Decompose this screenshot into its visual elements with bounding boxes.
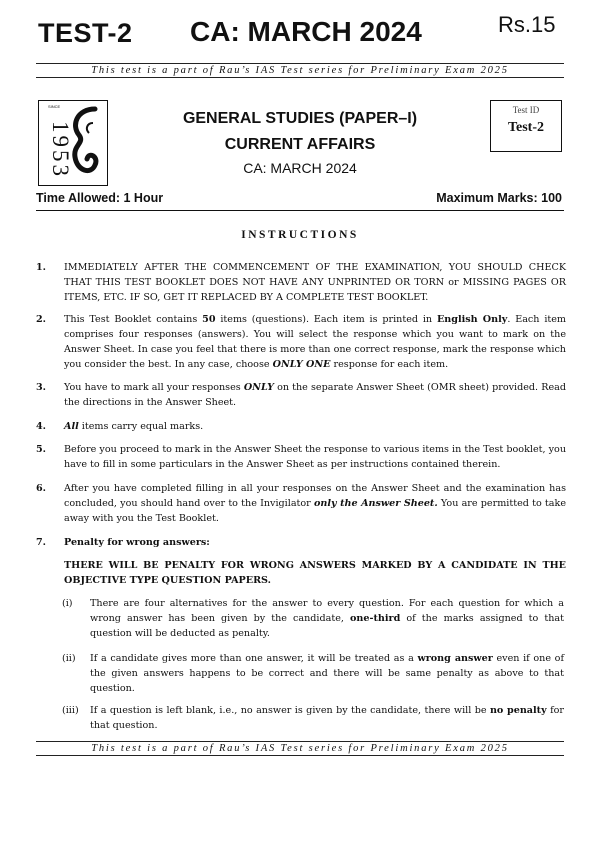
penalty-heading: Penalty for wrong answers: [64, 537, 210, 548]
instruction-number: 3. [36, 382, 47, 393]
divider-line [36, 210, 564, 211]
instruction-text: IMMEDIATELY AFTER THE COMMENCEMENT OF THE EXAMINATION, YOU SHOULD CHECK THAT THIS TEST BOOKLET DOES NOT HAVE ANY UNPRINTED OR TORN or MISSING PAGES OR ITEMS, ETC. IF SO, GET IT REPLACED BY A COMPLETE TEST BOOKLET. [64, 262, 566, 303]
maximum-marks: Maximum Marks: 100 [436, 191, 562, 205]
instruction-number: 1. [36, 262, 47, 273]
instruction-item-7 [36, 535, 566, 588]
instruction-text: All items carry equal marks. [64, 421, 204, 432]
penalty-subitem-1 [62, 596, 564, 641]
penalty-subitem-3 [62, 703, 564, 733]
test-id-box [490, 100, 562, 152]
instruction-number: 2. [36, 314, 47, 325]
instructions-heading: INSTRUCTIONS [241, 229, 359, 241]
instruction-item-3 [36, 380, 566, 410]
penalty-subitem-2 [62, 651, 564, 696]
time-allowed: Time Allowed: 1 Hour [36, 191, 164, 205]
instruction-text: Before you proceed to mark in the Answer Sheet the response to various items in the Test booklet, you have to fill in some particulars in the Answer Sheet as per instructions contained therein. [64, 444, 566, 470]
instruction-item-2 [36, 312, 566, 372]
test-label: TEST-2 [38, 18, 133, 48]
subitem-text: If a candidate gives more than one answer, it will be treated as a wrong answer even if one of the given answers happens to be correct and there will be same penalty as above to that question. [90, 653, 565, 694]
instruction-item-4 [36, 419, 566, 434]
subject-title: CURRENT AFFAIRS [224, 136, 376, 153]
paper-title: GENERAL STUDIES (PAPER–I) [182, 110, 418, 127]
series-banner-top: This test is a part of Rau’s IAS Test series for Preliminary Exam 2025 [36, 63, 564, 78]
logo-since-text: SINCE [48, 104, 61, 109]
instruction-number: 7. [36, 537, 47, 548]
series-banner-bottom: This test is a part of Rau’s IAS Test series for Preliminary Exam 2025 [36, 741, 564, 756]
institute-logo [38, 100, 108, 186]
subitem-number: (iii) [62, 705, 79, 716]
document-title: CA: MARCH 2024 [190, 16, 422, 47]
subitem-text: There are four alternatives for the answer to every question. For each question for which a wrong answer has been given by the candidate, one-third of the marks assigned to that question will be deducted as penalty. [90, 598, 564, 639]
subitem-text: If a question is left blank, i.e., no answer is given by the candidate, there will be no penalty for that question. [90, 705, 564, 731]
instruction-text: After you have completed filling in all your responses on the Answer Sheet and the examination has concluded, you should hand over to the Invigilator only the Answer Sheet. You are permitted to take away with you the Test Booklet. [64, 483, 567, 524]
instruction-number: 4. [36, 421, 47, 432]
instruction-item-5 [36, 442, 566, 472]
test-id-label: Test ID [512, 105, 540, 115]
logo-mark-icon [65, 105, 105, 181]
instruction-text: You have to mark all your responses ONLY on the separate Answer Sheet (OMR sheet) provided. Read the directions in the Answer Sheet. [64, 382, 566, 408]
subitem-number: (i) [62, 598, 73, 609]
test-id-value: Test-2 [507, 120, 545, 135]
subitem-number: (ii) [62, 653, 76, 664]
logo-year-text: 1953 [48, 121, 73, 179]
instruction-text: This Test Booklet contains 50 items (questions). Each item is printed in English Only. Each item comprises four responses (answers). You will select the response which you want to mark on the Answer Sheet. In case you feel that there is more than one correct response, mark the response which you consider the best. In any case, choose ONLY ONE response for each item. [64, 314, 567, 370]
penalty-statement: THERE WILL BE PENALTY FOR WRONG ANSWERS MARKED BY A CANDIDATE IN THE OBJECTIVE TYPE QUESTION PAPERS. [64, 560, 566, 586]
instruction-number: 6. [36, 483, 47, 494]
instruction-item-1 [36, 260, 566, 305]
price-label: Rs.15 [498, 12, 556, 37]
instruction-item-6 [36, 481, 566, 526]
instruction-number: 5. [36, 444, 47, 455]
edition-title: CA: MARCH 2024 [243, 160, 357, 176]
